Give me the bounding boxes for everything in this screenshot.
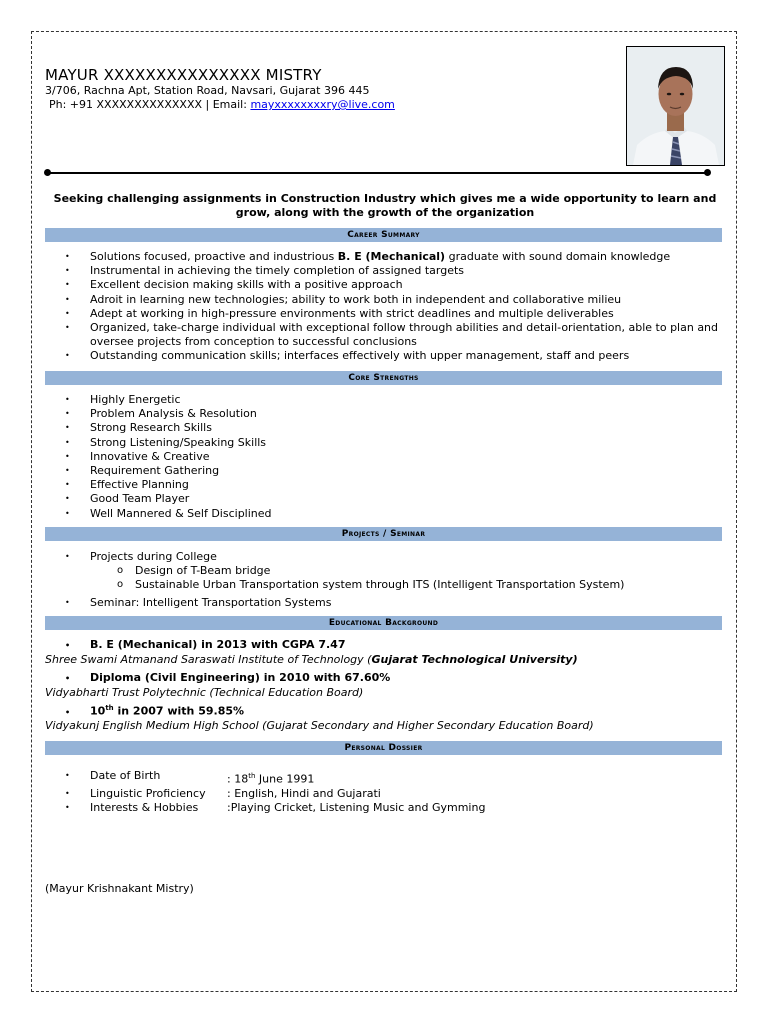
list-item: • Solutions focused, proactive and industrious B. E (Mechanical) graduate with sound domain knowledge [45, 250, 725, 264]
education-degree: • B. E (Mechanical) in 2013 with CGPA 7.47 [65, 638, 346, 651]
projects-list [45, 550, 725, 564]
section-header-core-strengths: Core Strengths [45, 371, 722, 385]
phone-text: Ph: +91 XXXXXXXXXXXXXX | Email: [49, 98, 251, 111]
list-item: • Seminar: Intelligent Transportation Systems [45, 596, 725, 610]
career-summary-list [45, 250, 725, 364]
rule-right-dot [704, 169, 711, 176]
education-institute: Vidyakunj English Medium High School (Gujarat Secondary and Higher Secondary Education Board) [45, 719, 594, 732]
dob-row: • Date of Birth : 18th June 1991 [65, 769, 315, 786]
education-institute: Vidyabharti Trust Polytechnic (Technical Education Board) [45, 686, 364, 699]
core-strengths-list [45, 393, 725, 521]
list-item: o Sustainable Urban Transportation system through ITS (Intelligent Transportation System) [45, 578, 725, 592]
contact-line [49, 98, 395, 111]
list-item: • Instrumental in achieving the timely completion of assigned targets [45, 264, 725, 278]
section-header-personal: Personal Dossier [45, 741, 722, 755]
seminar-list [45, 596, 725, 610]
list-item: o Design of T-Beam bridge [45, 564, 725, 578]
section-header-projects: Projects / Seminar [45, 527, 722, 541]
list-item: • Problem Analysis & Resolution [45, 407, 725, 421]
list-item: • Excellent decision making skills with a positive approach [45, 278, 725, 292]
education-degree: • Diploma (Civil Engineering) in 2010 with 67.60% [65, 671, 391, 684]
signature: (Mayur Krishnakant Mistry) [45, 882, 194, 895]
personal-details [45, 769, 485, 815]
education-degree: • 10th in 2007 with 59.85% [65, 704, 245, 718]
language-row: • Linguistic Proficiency : English, Hindi and Gujarati [65, 786, 381, 800]
list-item: • Effective Planning [45, 478, 725, 492]
header-rule [47, 172, 707, 174]
list-item: • Projects during College [45, 550, 725, 564]
list-item: • Highly Energetic [45, 393, 725, 407]
list-item: • Adept at working in high-pressure environments with strict deadlines and multiple deliverables [45, 307, 725, 321]
list-item: • Well Mannered & Self Disciplined [45, 507, 725, 521]
profile-photo [626, 46, 725, 166]
education-institute: Shree Swami Atmanand Saraswati Institute of Technology (Gujarat Technological University) [45, 653, 578, 666]
address: 3/706, Rachna Apt, Station Road, Navsari, Gujarat 396 445 [45, 84, 370, 97]
list-item: • Strong Research Skills [45, 421, 725, 435]
list-item: • Organized, take-charge individual with exceptional follow through abilities and detail-orientation, able to plan and oversee projects from conception to successful conclusions [45, 321, 725, 349]
list-item: • Requirement Gathering [45, 464, 725, 478]
list-item: • Adroit in learning new technologies; ability to work both in independent and collaborative milieu [45, 293, 725, 307]
list-item: • Outstanding communication skills; interfaces effectively with upper management, staff and peers [45, 349, 725, 363]
section-header-education: Educational Background [45, 616, 722, 630]
email-link[interactable]: mayxxxxxxxxry@live.com [250, 98, 395, 111]
candidate-name: MAYUR XXXXXXXXXXXXXXX MISTRY [45, 66, 322, 84]
objective-statement: Seeking challenging assignments in Construction Industry which gives me a wide opportunity to learn and grow, along with the growth of the organization [53, 192, 717, 219]
list-item: • Good Team Player [45, 492, 725, 506]
college-projects-sublist [45, 564, 725, 592]
section-header-career-summary: Career Summary [45, 228, 722, 242]
list-item: • Strong Listening/Speaking Skills [45, 436, 725, 450]
list-item: • Innovative & Creative [45, 450, 725, 464]
interests-row: • Interests & Hobbies :Playing Cricket, Listening Music and Gymming [65, 800, 486, 814]
